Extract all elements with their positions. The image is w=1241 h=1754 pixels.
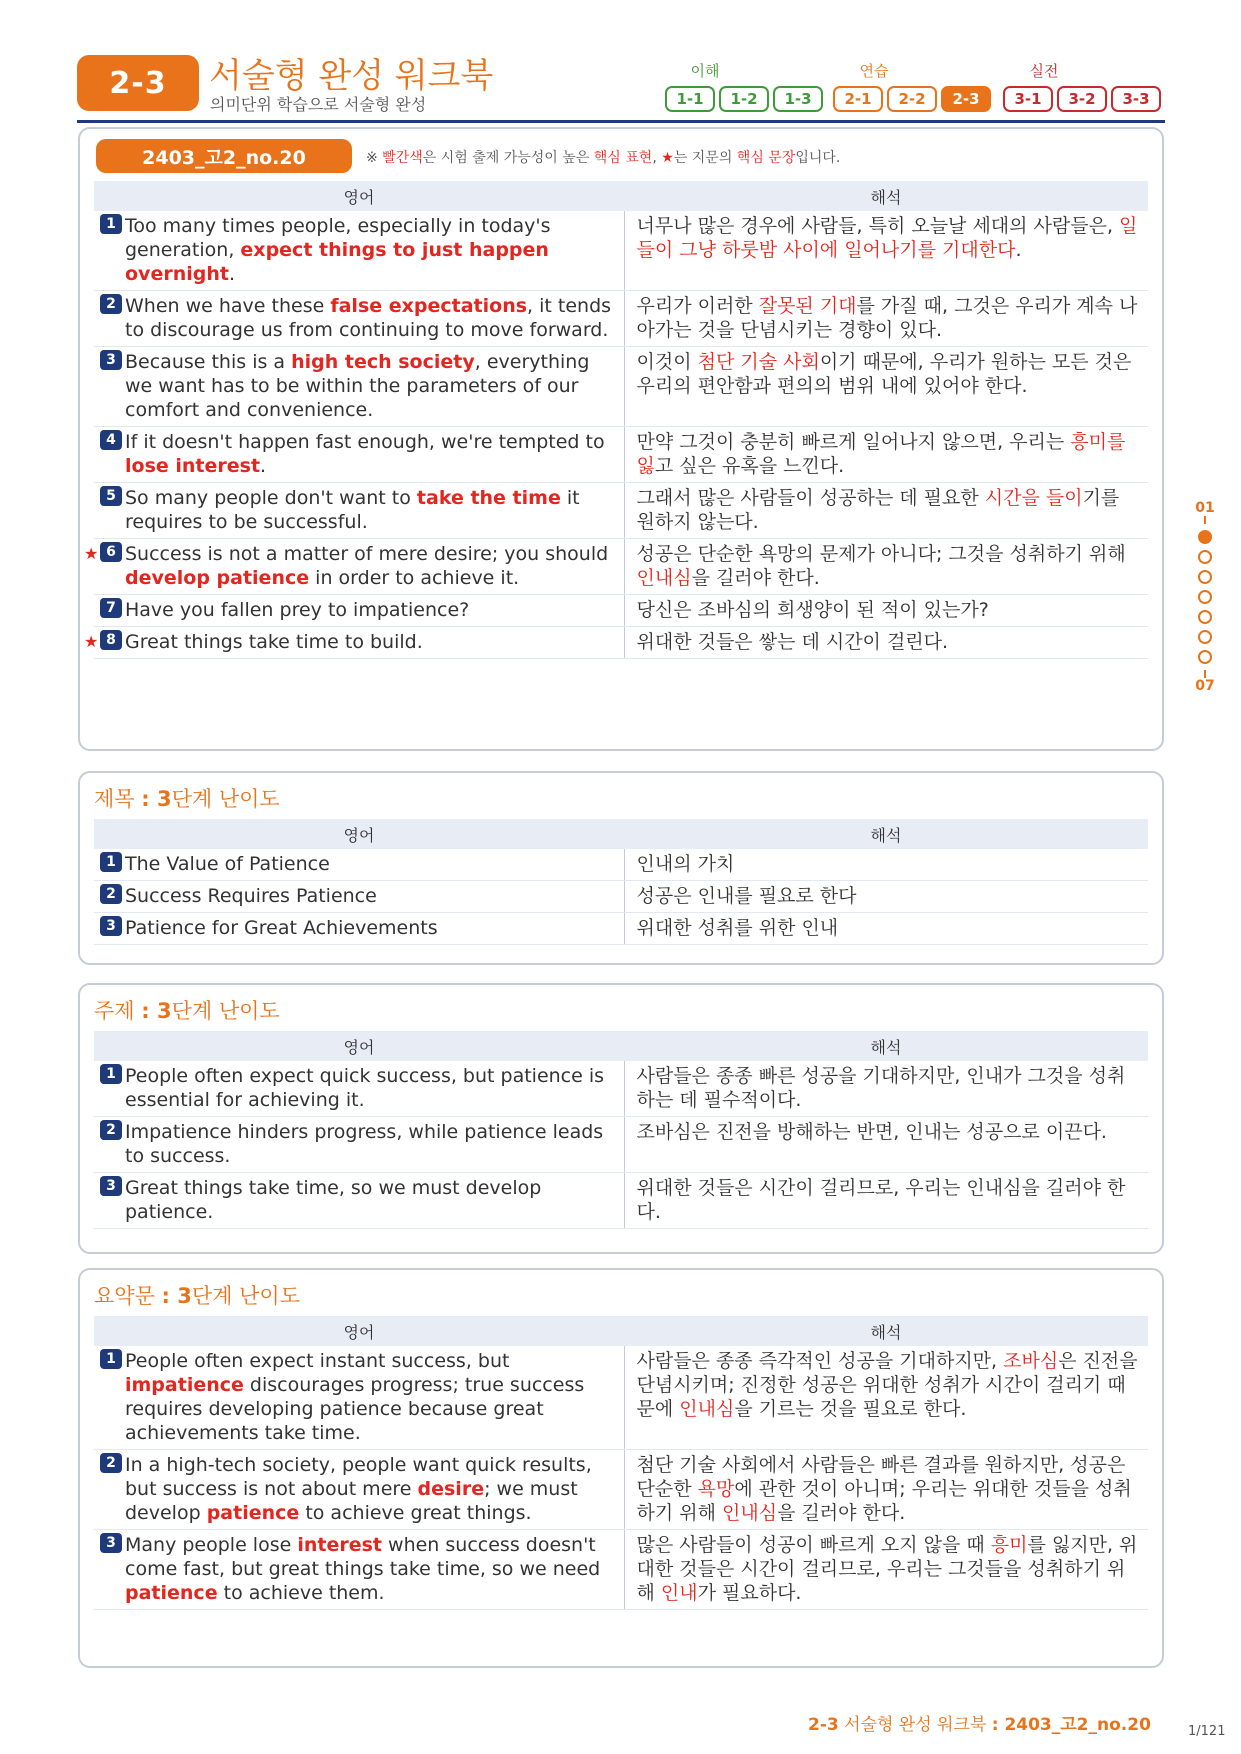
table-row <box>94 211 1148 291</box>
table-row <box>94 539 1148 595</box>
english-cell <box>94 427 624 483</box>
key-expression: false expectations <box>330 295 528 317</box>
level-3-1[interactable]: 3-1 <box>1003 86 1053 112</box>
side-nav-line <box>1204 516 1206 524</box>
table-row <box>94 483 1148 539</box>
korean-cell: 이것이 첨단 기술 사회이기 때문에, 우리가 원하는 모든 것은 우리의 편안함과 편의의 범위 내에 있어야 한다. <box>624 347 1148 427</box>
korean-cell: 너무나 많은 경우에 사람들, 특히 오늘날 세대의 사람들은, 일들이 그냥 하룻밤 사이에 일어나기를 기대한다. <box>624 211 1148 291</box>
passage-dot[interactable] <box>1198 650 1212 664</box>
sentence-number: 1 <box>100 214 122 234</box>
table-row <box>94 1061 1148 1117</box>
key-translation: 조바심 <box>1003 1350 1059 1372</box>
title-table <box>94 819 1148 945</box>
key-expression: patience <box>206 1502 300 1524</box>
sentence-number: 3 <box>100 1176 122 1196</box>
side-nav-line <box>1204 670 1206 678</box>
korean-cell: 만약 그것이 충분히 빠르게 일어나지 않으면, 우리는 흥미를 잃고 싶은 유혹을 느낀다. <box>624 427 1148 483</box>
english-cell <box>94 913 624 945</box>
sentence-number: 2 <box>100 1453 122 1473</box>
english-text: So many people don't want to take the time it requires to be successful. <box>125 487 580 533</box>
english-text: People often expect instant success, but impatience discourages progress; true success requires developing patience because great achievements take time. <box>125 1350 585 1444</box>
col-header-english: 영어 <box>94 1316 624 1346</box>
passage-dot[interactable] <box>1198 590 1212 604</box>
key-translation: 욕망 <box>697 1478 735 1500</box>
english-text: When we have these false expectations, it tends to discourage us from continuing to move forward. <box>125 295 612 341</box>
english-cell <box>94 1450 624 1530</box>
key-expression: desire <box>417 1478 485 1500</box>
title-section <box>78 771 1164 965</box>
level-group-label: 연습 <box>859 62 889 80</box>
level-1-3[interactable]: 1-3 <box>773 86 823 112</box>
table-row <box>94 595 1148 627</box>
table-row <box>94 1450 1148 1530</box>
english-text: Great things take time to build. <box>125 631 423 653</box>
passage-code-badge: 2403_고2_no.20 <box>96 139 352 173</box>
sentence-number: 2 <box>100 294 122 314</box>
table-row <box>94 1346 1148 1450</box>
page-subtitle: 의미단위 학습으로 서술형 완성 <box>210 95 427 114</box>
key-expression: develop patience <box>125 567 310 589</box>
passage-dot[interactable] <box>1198 630 1212 644</box>
english-text: The Value of Patience <box>125 853 330 875</box>
unit-badge: 2-3 <box>77 55 199 111</box>
level-2-1[interactable]: 2-1 <box>833 86 883 112</box>
sentence-number: 6 <box>100 542 122 562</box>
korean-cell: 위대한 성취를 위한 인내 <box>624 913 1148 945</box>
english-text: Because this is a high tech society, everything we want has to be within the parameters of our comfort and convenience. <box>125 351 590 421</box>
key-expression: expect things to just happen overnight <box>125 239 549 285</box>
sentence-number: 8 <box>100 630 122 650</box>
table-row <box>94 291 1148 347</box>
sentence-number: 3 <box>100 916 122 936</box>
section-heading: 요약문 : 3단계 난이도 <box>94 1284 300 1308</box>
table-row <box>94 627 1148 659</box>
col-header-korean: 해석 <box>624 181 1148 211</box>
sentence-number: 3 <box>100 350 122 370</box>
key-translation: 인내심 <box>722 1502 778 1524</box>
english-cell <box>94 347 624 427</box>
korean-cell: 첨단 기술 사회에서 사람들은 빠른 결과를 원하지만, 성공은 단순한 욕망에 관한 것이 아니며; 우리는 위대한 것들을 성취하기 위해 인내심을 길러야 한다. <box>624 1450 1148 1530</box>
english-text: If it doesn't happen fast enough, we're tempted to lose interest. <box>125 431 605 477</box>
col-header-english: 영어 <box>94 181 624 211</box>
english-cell <box>84 539 624 595</box>
sentence-number: 2 <box>100 884 122 904</box>
english-text: In a high-tech society, people want quick results, but success is not about mere desire; we must develop patience to achieve great things. <box>125 1454 592 1524</box>
table-row <box>94 1530 1148 1610</box>
theme-table <box>94 1031 1148 1229</box>
sentence-number: 2 <box>100 1120 122 1140</box>
korean-cell: 인내의 가치 <box>624 849 1148 881</box>
key-expression: interest <box>297 1534 382 1556</box>
key-translation: 첨단 기술 사회 <box>697 351 820 373</box>
key-translation: 인내 <box>660 1582 698 1604</box>
summary-section <box>78 1268 1164 1668</box>
english-cell <box>94 1530 624 1610</box>
passage-dot[interactable] <box>1198 570 1212 584</box>
header-divider <box>77 120 1165 123</box>
korean-cell: 사람들은 종종 빠른 성공을 기대하지만, 인내가 그것을 성취하는 데 필수적이다. <box>624 1061 1148 1117</box>
sentence-number: 4 <box>100 430 122 450</box>
section-heading: 제목 : 3단계 난이도 <box>94 787 280 811</box>
key-expression: take the time <box>416 487 561 509</box>
key-expression: patience <box>125 1582 218 1604</box>
english-cell <box>94 483 624 539</box>
english-cell <box>94 595 624 627</box>
sentence-number: 3 <box>100 1533 122 1553</box>
key-translation: 잘못된 기대 <box>758 295 857 317</box>
korean-cell: 성공은 인내를 필요로 한다 <box>624 881 1148 913</box>
key-expression: impatience <box>125 1374 244 1396</box>
korean-cell: 위대한 것들은 시간이 걸리므로, 우리는 인내심을 길러야 한다. <box>624 1173 1148 1229</box>
table-row <box>94 427 1148 483</box>
key-expression: high tech society <box>291 351 475 373</box>
english-cell <box>94 291 624 347</box>
english-cell <box>94 881 624 913</box>
korean-cell: 그래서 많은 사람들이 성공하는 데 필요한 시간을 들이기를 원하지 않는다. <box>624 483 1148 539</box>
korean-cell: 많은 사람들이 성공이 빠르게 오지 않을 때 흥미를 잃지만, 위대한 것들은 시간이 걸리므로, 우리는 그것들을 성취하기 위해 인내가 필요하다. <box>624 1530 1148 1610</box>
col-header-english: 영어 <box>94 1031 624 1061</box>
english-cell <box>84 627 624 659</box>
english-text: Success is not a matter of mere desire; you should develop patience in order to achieve it. <box>125 543 609 589</box>
level-1-2[interactable]: 1-2 <box>719 86 769 112</box>
english-text: Many people lose interest when success doesn't come fast, but great things take time, so we need patience to achieve them. <box>125 1534 601 1604</box>
english-text: People often expect quick success, but patience is essential for achieving it. <box>125 1065 605 1111</box>
level-2-3[interactable]: 2-3 <box>941 86 991 112</box>
sentence-number: 1 <box>100 1349 122 1369</box>
sentence-number: 7 <box>100 598 122 618</box>
col-header-korean: 해석 <box>624 1316 1148 1346</box>
korean-cell: 당신은 조바심의 희생양이 된 적이 있는가? <box>624 595 1148 627</box>
key-expression: lose interest <box>125 455 261 477</box>
sentence-number: 1 <box>100 852 122 872</box>
english-text: Impatience hinders progress, while patience leads to success. <box>125 1121 604 1167</box>
page-number: 1/121 <box>1188 1724 1226 1739</box>
table-row <box>94 913 1148 945</box>
passage-table <box>84 181 1148 659</box>
level-3-2[interactable]: 3-2 <box>1057 86 1107 112</box>
korean-cell: 조바심은 진전을 방해하는 반면, 인내는 성공으로 이끈다. <box>624 1117 1148 1173</box>
table-row <box>94 849 1148 881</box>
level-1-1[interactable]: 1-1 <box>665 86 715 112</box>
passage-dot[interactable] <box>1198 530 1212 544</box>
english-text: Have you fallen prey to impatience? <box>125 599 470 621</box>
english-text: Too many times people, especially in today's generation, expect things to just happen overnight. <box>125 215 551 285</box>
passage-box <box>78 127 1164 751</box>
key-translation: 인내심 <box>679 1398 735 1420</box>
passage-dot[interactable] <box>1198 550 1212 564</box>
english-cell <box>94 1061 624 1117</box>
sentence-number: 1 <box>100 1064 122 1084</box>
table-row <box>94 1117 1148 1173</box>
col-header-korean: 해석 <box>624 819 1148 849</box>
english-text: Patience for Great Achievements <box>125 917 438 939</box>
side-nav-last: 07 <box>1195 678 1215 694</box>
side-nav-first: 01 <box>1195 500 1215 516</box>
page-title: 서술형 완성 워크북 <box>209 56 494 96</box>
korean-cell: 위대한 것들은 쌓는 데 시간이 걸린다. <box>624 627 1148 659</box>
table-row <box>94 347 1148 427</box>
section-heading: 주제 : 3단계 난이도 <box>94 999 280 1023</box>
english-cell <box>94 849 624 881</box>
table-row <box>94 1173 1148 1229</box>
passage-dot[interactable] <box>1198 610 1212 624</box>
table-row <box>94 881 1148 913</box>
english-cell <box>94 1173 624 1229</box>
level-3-3[interactable]: 3-3 <box>1111 86 1161 112</box>
col-header-korean: 해석 <box>624 1031 1148 1061</box>
key-translation: 흥미 <box>990 1534 1028 1556</box>
key-translation: 일들이 그냥 하룻밤 사이에 일어나기를 기대한다 <box>636 215 1138 261</box>
legend-note: ※ 빨간색은 시험 출제 가능성이 높은 핵심 표현, ★는 지문의 핵심 문장입니다. <box>366 150 841 166</box>
korean-cell: 우리가 이러한 잘못된 기대를 가질 때, 그것은 우리가 계속 나아가는 것을 단념시키는 경향이 있다. <box>624 291 1148 347</box>
col-header-english: 영어 <box>94 819 624 849</box>
english-cell <box>94 1346 624 1450</box>
passage-side-nav <box>1190 500 1220 694</box>
key-translation: 시간을 들이 <box>984 487 1083 509</box>
korean-cell: 사람들은 종종 즉각적인 성공을 기대하지만, 조바심은 진전을 단념시키며; 진정한 성공은 위대한 성취가 시간이 걸리기 때문에 인내심을 기르는 것을 필요로 한다. <box>624 1346 1148 1450</box>
level-2-2[interactable]: 2-2 <box>887 86 937 112</box>
key-translation: 인내심 <box>636 567 692 589</box>
footer-label: 2-3 서술형 완성 워크북 : 2403_고2_no.20 <box>808 1715 1151 1735</box>
theme-section <box>78 983 1164 1254</box>
korean-cell: 성공은 단순한 욕망의 문제가 아니다; 그것을 성취하기 위해 인내심을 길러야 한다. <box>624 539 1148 595</box>
level-group-label: 실전 <box>1029 62 1059 80</box>
english-cell <box>94 211 624 291</box>
english-text: Success Requires Patience <box>125 885 377 907</box>
key-sentence-star-icon: ★ <box>84 544 99 563</box>
level-group-label: 이해 <box>690 62 720 80</box>
english-text: Great things take time, so we must develop patience. <box>125 1177 542 1223</box>
summary-table <box>94 1316 1148 1610</box>
sentence-number: 5 <box>100 486 122 506</box>
english-cell <box>94 1117 624 1173</box>
key-translation: 흥미를 잃 <box>636 431 1126 477</box>
key-sentence-star-icon: ★ <box>84 632 99 651</box>
